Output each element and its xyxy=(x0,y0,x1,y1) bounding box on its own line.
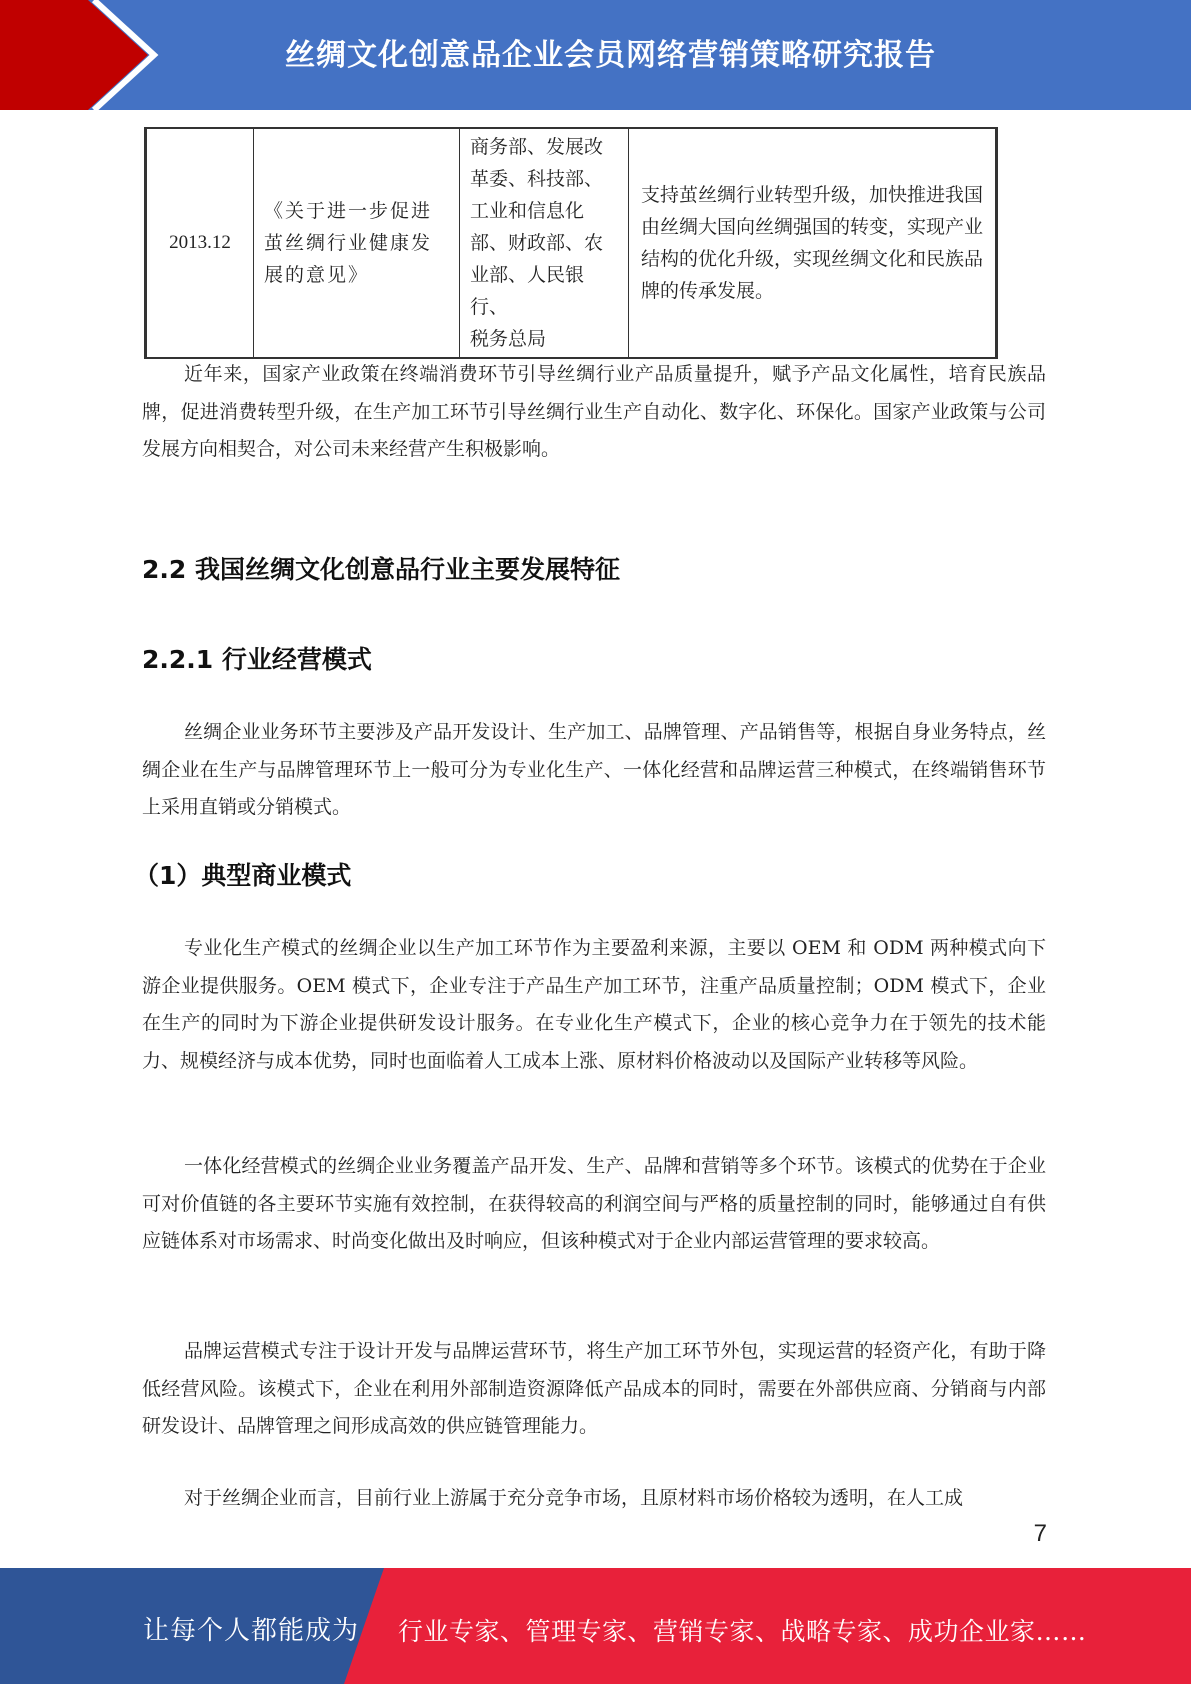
department-line: 税务总局 xyxy=(470,328,547,350)
section-heading-2-2: 2.2 我国丝绸文化创意品行业主要发展特征 xyxy=(142,555,620,584)
policy-table xyxy=(144,127,998,359)
subsection-heading-1: （1）典型商业模式 xyxy=(134,861,352,890)
paragraph-business-mode: 丝绸企业业务环节主要涉及产品开发设计、生产加工、品牌管理、产品销售等，根据自身业务特点，丝绸企业在生产与品牌管理环节上一般可分为专业化生产、一体化经营和品牌运营三种模式，在终端销售环节上采用直销或分销模式。 xyxy=(142,721,1046,818)
department-line: 工业和信息化 xyxy=(470,200,585,222)
paragraph-upstream: 对于丝绸企业而言，目前行业上游属于充分竞争市场，且原材料市场价格较为透明，在人工成 xyxy=(184,1487,964,1509)
page-number: 7 xyxy=(1033,1520,1047,1547)
paragraph-policy-impact: 近年来，国家产业政策在终端消费环节引导丝绸行业产品质量提升，赋予产品文化属性，培育民族品牌，促进消费转型升级，在生产加工环节引导丝绸行业生产自动化、数字化、环保化。国家产业政策与公司发展方向相契合，对公司未来经营产生积极影响。 xyxy=(142,363,1046,460)
department-line: 商务部、发展改 xyxy=(470,136,604,158)
paragraph-brand-operation: 品牌运营模式专注于设计开发与品牌运营环节，将生产加工环节外包，实现运营的轻资产化，有助于降低经营风险。该模式下，企业在利用外部制造资源降低产品成本的同时，需要在外部供应商、分销商与内部研发设计、品牌管理之间形成高效的供应链管理能力。 xyxy=(142,1340,1046,1437)
department-line: 革委、科技部、 xyxy=(470,168,604,190)
department-line: 业部、人民银行、 xyxy=(470,264,585,318)
department-line: 部、财政部、农 xyxy=(470,232,604,254)
table-row xyxy=(146,128,997,358)
policy-departments xyxy=(460,128,629,358)
footer-slogan-right: 行业专家、管理专家、营销专家、战略专家、成功企业家…… xyxy=(398,1617,1087,1646)
paragraph-specialized-production: 专业化生产模式的丝绸企业以生产加工环节作为主要盈利来源，主要以 OEM 和 ODM 两种模式向下游企业提供服务。OEM 模式下，企业专注于产品生产加工环节，注重产品质量控制；ODM 模式下，企业在生产的同时为下游企业提供研发设计服务。在专业化生产模式下，企业的核心竞争力在于领先的技术能力、规模经济与成本优势，同时也面临着人工成本上涨、原材料价格波动以及国际产业转移等风险。 xyxy=(142,937,1046,1072)
report-title: 丝绸文化创意品企业会员网络营销策略研究报告 xyxy=(285,38,936,73)
page-header xyxy=(0,0,1191,110)
paragraph-integrated-operation: 一体化经营模式的丝绸企业业务覆盖产品开发、生产、品牌和营销等多个环节。该模式的优势在于企业可对价值链的各主要环节实施有效控制，在获得较高的利润空间与严格的质量控制的同时，能够通过自有供应链体系对市场需求、时尚变化做出及时响应，但该种模式对于企业内部运营管理的要求较高。 xyxy=(142,1155,1046,1252)
footer-slogan-left: 让每个人都能成为 xyxy=(143,1616,360,1646)
page-footer xyxy=(0,1568,1191,1684)
policy-date: 2013.12 xyxy=(146,128,254,358)
section-heading-2-2-1: 2.2.1 行业经营模式 xyxy=(142,645,372,674)
policy-document: 《关于进一步促进 茧丝绸行业健康发 展的意见》 xyxy=(254,128,460,358)
policy-description: 支持茧丝绸行业转型升级，加快推进我国由丝绸大国向丝绸强国的转变，实现产业结构的优化升级，实现丝绸文化和民族品牌的传承发展。 xyxy=(629,128,997,358)
